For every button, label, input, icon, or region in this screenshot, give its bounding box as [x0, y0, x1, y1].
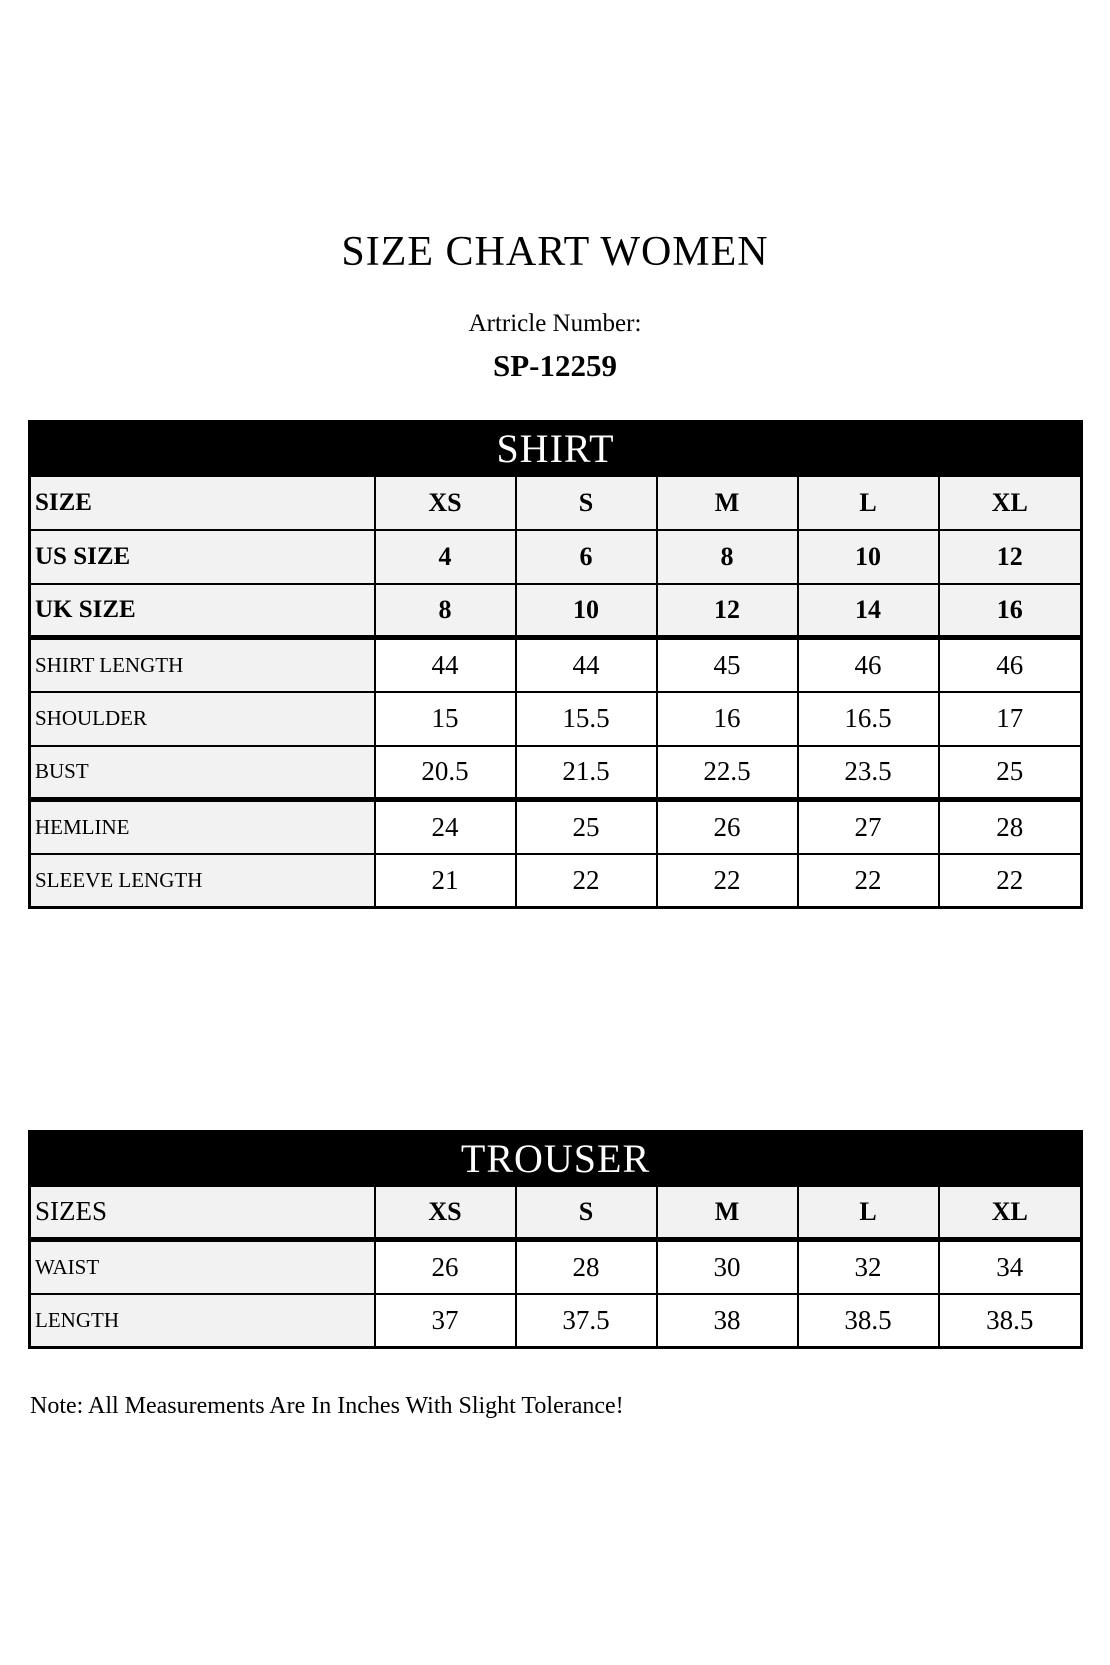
- value-cell: 26: [657, 800, 798, 854]
- value-cell: 45: [657, 638, 798, 692]
- table-row: [30, 476, 1082, 530]
- value-cell: 46: [939, 638, 1082, 692]
- value-cell: 25: [516, 800, 657, 854]
- table-row: [30, 800, 1082, 854]
- value-cell: 21.5: [516, 746, 657, 800]
- value-cell: 24: [375, 800, 516, 854]
- value-cell: 21: [375, 854, 516, 908]
- article-number-value: SP-12259: [493, 348, 617, 383]
- trouser-size-table: [28, 1130, 1083, 1349]
- row-label: SIZE: [30, 476, 375, 530]
- value-cell: 28: [516, 1240, 657, 1294]
- value-cell: 6: [516, 530, 657, 584]
- value-cell: S: [516, 476, 657, 530]
- table-title-row: [30, 422, 1082, 476]
- row-label: BUST: [30, 746, 375, 800]
- value-cell: 34: [939, 1240, 1082, 1294]
- value-cell: 16.5: [798, 692, 939, 746]
- value-cell: 44: [516, 638, 657, 692]
- value-cell: 25: [939, 746, 1082, 800]
- value-cell: 38.5: [939, 1294, 1082, 1348]
- value-cell: 27: [798, 800, 939, 854]
- table-row: [30, 1294, 1082, 1348]
- value-cell: 44: [375, 638, 516, 692]
- value-cell: XL: [939, 1186, 1082, 1240]
- table-row: [30, 854, 1082, 908]
- value-cell: 22: [798, 854, 939, 908]
- shirt-size-table: [28, 420, 1083, 909]
- value-cell: 38: [657, 1294, 798, 1348]
- value-cell: 16: [657, 692, 798, 746]
- value-cell: 15.5: [516, 692, 657, 746]
- table-row: [30, 584, 1082, 638]
- value-cell: L: [798, 1186, 939, 1240]
- value-cell: 46: [798, 638, 939, 692]
- table-row: [30, 638, 1082, 692]
- value-cell: M: [657, 1186, 798, 1240]
- row-label: SLEEVE LENGTH: [30, 854, 375, 908]
- value-cell: 37.5: [516, 1294, 657, 1348]
- value-cell: 32: [798, 1240, 939, 1294]
- value-cell: 17: [939, 692, 1082, 746]
- value-cell: 26: [375, 1240, 516, 1294]
- value-cell: 37: [375, 1294, 516, 1348]
- value-cell: 14: [798, 584, 939, 638]
- trouser-table-title: TROUSER: [30, 1132, 1082, 1186]
- value-cell: 28: [939, 800, 1082, 854]
- value-cell: 22: [516, 854, 657, 908]
- value-cell: 22.5: [657, 746, 798, 800]
- table-row: [30, 1240, 1082, 1294]
- value-cell: 8: [375, 584, 516, 638]
- row-label: SHIRT LENGTH: [30, 638, 375, 692]
- value-cell: 16: [939, 584, 1082, 638]
- row-label: WAIST: [30, 1240, 375, 1294]
- row-label: LENGTH: [30, 1294, 375, 1348]
- value-cell: 15: [375, 692, 516, 746]
- table-row: [30, 746, 1082, 800]
- value-cell: XL: [939, 476, 1082, 530]
- value-cell: 12: [939, 530, 1082, 584]
- page-title: SIZE CHART WOMEN: [341, 229, 769, 275]
- shirt-table-body: [30, 476, 1082, 908]
- value-cell: 12: [657, 584, 798, 638]
- value-cell: 4: [375, 530, 516, 584]
- value-cell: 38.5: [798, 1294, 939, 1348]
- value-cell: 22: [657, 854, 798, 908]
- row-label: UK SIZE: [30, 584, 375, 638]
- table-row: [30, 692, 1082, 746]
- shirt-table-title: SHIRT: [30, 422, 1082, 476]
- table-row: [30, 530, 1082, 584]
- measurement-note: Note: All Measurements Are In Inches With Slight Tolerance!: [30, 1393, 624, 1419]
- value-cell: XS: [375, 476, 516, 530]
- row-label: SHOULDER: [30, 692, 375, 746]
- value-cell: XS: [375, 1186, 516, 1240]
- table-title-row: [30, 1132, 1082, 1186]
- article-number-label: Artricle Number:: [468, 310, 642, 337]
- trouser-table-body: [30, 1186, 1082, 1348]
- value-cell: 10: [798, 530, 939, 584]
- value-cell: 20.5: [375, 746, 516, 800]
- row-label: US SIZE: [30, 530, 375, 584]
- table-row: [30, 1186, 1082, 1240]
- row-label: SIZES: [30, 1186, 375, 1240]
- value-cell: 22: [939, 854, 1082, 908]
- value-cell: 8: [657, 530, 798, 584]
- row-label: HEMLINE: [30, 800, 375, 854]
- value-cell: S: [516, 1186, 657, 1240]
- value-cell: 10: [516, 584, 657, 638]
- value-cell: 23.5: [798, 746, 939, 800]
- value-cell: M: [657, 476, 798, 530]
- value-cell: L: [798, 476, 939, 530]
- value-cell: 30: [657, 1240, 798, 1294]
